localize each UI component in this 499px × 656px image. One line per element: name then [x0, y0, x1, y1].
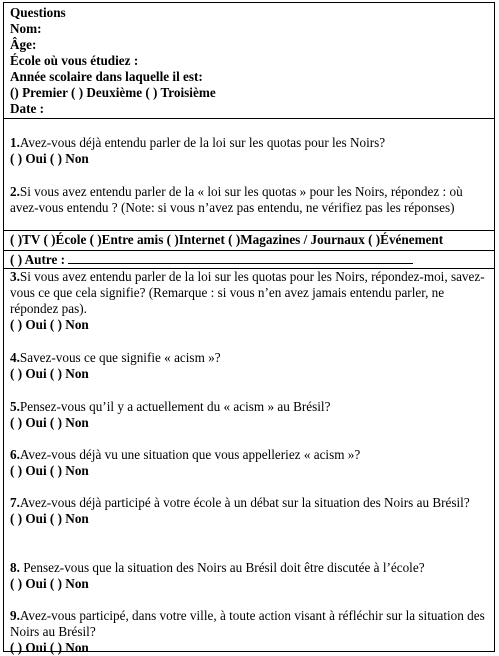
sources-top-divider	[4, 230, 494, 231]
name-label: Nom:	[10, 21, 42, 36]
questionnaire-document	[3, 2, 495, 655]
question-6-number: 6.	[10, 447, 20, 462]
question-4-text: Savez-vous ce que signifie « acism »?	[19, 350, 221, 365]
sources-other-row	[4, 252, 494, 268]
school-label: École où vous étudiez :	[10, 53, 139, 68]
header-section	[4, 5, 494, 117]
header-divider	[4, 118, 494, 119]
question-7-number: 7.	[10, 495, 20, 510]
question-7-options: ( ) Oui ( ) Non	[10, 511, 89, 526]
question-6-options: ( ) Oui ( ) Non	[10, 463, 89, 478]
question-6	[4, 447, 494, 479]
year-options: () Premier ( ) Deuxième ( ) Troisième	[10, 85, 216, 100]
question-3-number: 3.	[10, 269, 20, 284]
question-4-number: 4.	[10, 350, 20, 365]
question-8-options: ( ) Oui ( ) Non	[10, 576, 89, 591]
question-2-number: 2.	[10, 184, 20, 199]
question-8	[4, 560, 494, 592]
question-1-options: ( ) Oui ( ) Non	[10, 151, 89, 166]
year-label: Année scolaire dans laquelle il est:	[10, 69, 203, 84]
sources-section	[4, 232, 494, 248]
question-3	[4, 269, 494, 333]
question-8-text: Pensez-vous que la situation des Noirs au Brésil doit être discutée à l’école?	[19, 560, 425, 575]
question-3-options: ( ) Oui ( ) Non	[10, 317, 89, 332]
question-1-number: 1.	[10, 135, 20, 150]
question-7	[4, 495, 494, 527]
sources-other-blank	[68, 252, 413, 264]
question-8-number: 8.	[10, 560, 20, 575]
date-label: Date :	[10, 101, 45, 116]
question-4	[4, 350, 494, 382]
question-5-options: ( ) Oui ( ) Non	[10, 415, 89, 430]
question-9	[4, 608, 494, 656]
question-2	[4, 184, 494, 216]
question-6-text: Avez-vous déjà vu une situation que vous appelleriez « acism »?	[19, 447, 361, 462]
question-5	[4, 399, 494, 431]
question-1-text: Avez-vous déjà entendu parler de la loi sur les quotas pour les Noirs?	[19, 135, 386, 150]
question-2-text: Si vous avez entendu parler de la « loi sur les quotas » pour les Noirs, répondez : où avez-vous entendu ? (Note: si vous n’avez pas entendu, ne vérifiez pas les réponses)	[10, 184, 463, 215]
question-9-text: Avez-vous participé, dans votre ville, à toute action visant à réfléchir sur la situation des Noirs au Brésil?	[10, 608, 485, 639]
sources-other-label: ( ) Autre :	[10, 252, 66, 267]
question-7-text: Avez-vous déjà participé à votre école à un débat sur la situation des Noirs au Brésil?	[19, 495, 470, 510]
question-1	[4, 135, 494, 167]
question-9-options: ( ) Oui ( ) Non	[10, 640, 89, 655]
question-4-options: ( ) Oui ( ) Non	[10, 366, 89, 381]
age-label: Âge:	[10, 37, 37, 52]
question-3-text: Si vous avez entendu parler de la loi sur les quotas pour les Noirs, répondez-moi, savez-vous ce que cela signifie? (Remarque : si vous n’en avez jamais entendu parler, ne répondez pas).	[10, 269, 485, 316]
question-9-number: 9.	[10, 608, 20, 623]
question-5-text: Pensez-vous qu’il y a actuellement du « acism » au Brésil?	[19, 399, 331, 414]
document-title: Questions	[10, 5, 66, 20]
sources-options: ( )TV ( )École ( )Entre amis ( )Internet ( )Magazines / Journaux ( )Événement	[10, 232, 444, 247]
question-5-number: 5.	[10, 399, 20, 414]
sources-mid-divider	[4, 250, 494, 251]
